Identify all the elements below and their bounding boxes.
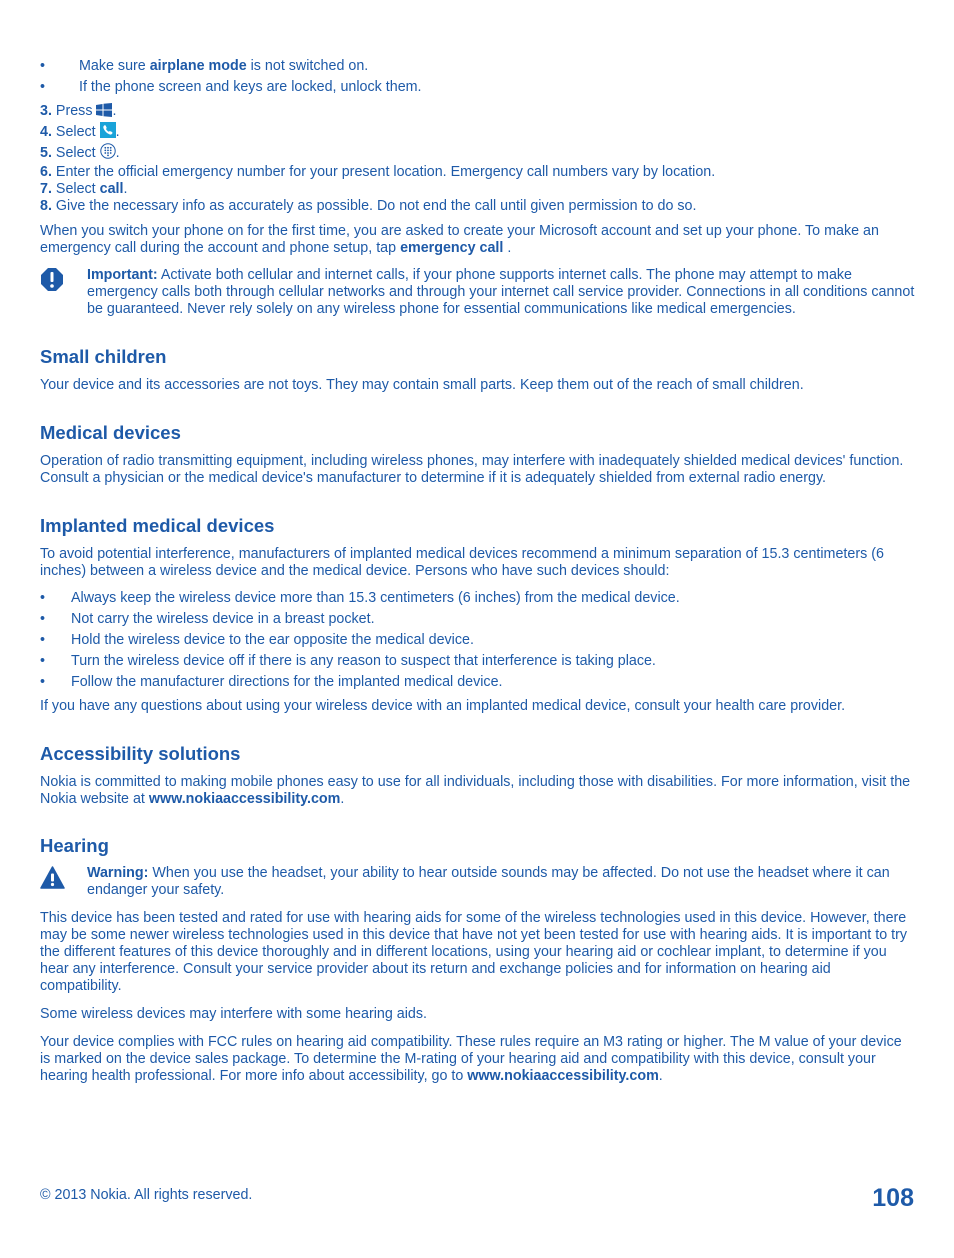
list-item: • Hold the wireless device to the ear opposite the medical device.	[40, 632, 915, 649]
copyright-footer: © 2013 Nokia. All rights reserved.	[40, 1187, 253, 1203]
section-title-hearing: Hearing	[40, 835, 109, 856]
list-item: • Turn the wireless device off if there is any reason to suspect that interference is taking place.	[40, 653, 915, 670]
accessibility-link[interactable]: www.nokiaaccessibility.com	[148, 791, 341, 807]
important-exclamation-icon	[40, 267, 64, 298]
step-3: 3. Press .	[40, 103, 915, 122]
prep-bullet-list	[40, 58, 915, 96]
section-title-medical-devices: Medical devices	[40, 422, 181, 443]
warning-note: Warning: When you use the headset, your ability to hear outside sounds may be affected. Do not use the headset where it can endanger your safety.	[40, 865, 915, 899]
airplane-mode-label: airplane mode	[149, 58, 247, 74]
page-number: 108	[872, 1184, 914, 1212]
accessibility-text: Nokia is committed to making mobile phones easy to use for all individuals, including those with disabilities. For more information, visit the Nokia website at www.nokiaaccessibility.com.	[40, 774, 911, 807]
section-title-accessibility-solutions: Accessibility solutions	[40, 743, 241, 764]
medical-devices-text: Operation of radio transmitting equipment, including wireless phones, may interfere with inadequately shielded medical devices' function. Consult a physician or the medical device's manufacturer to determine if it is adequately shielded from external radio energy.	[40, 453, 904, 486]
step-7: 7. Select call.	[40, 181, 128, 197]
step-4: 4. Select .	[40, 122, 915, 143]
step-6: 6. Enter the official emergency number for your present location. Emergency call numbers vary by location.	[40, 164, 716, 180]
first-time-paragraph: When you switch your phone on for the first time, you are asked to create your Microsoft account and set up your phone. To make an emergency call during the account and phone setup, tap emergency call .	[40, 223, 879, 256]
small-children-text: Your device and its accessories are not toys. They may contain small parts. Keep them out of the reach of small children.	[40, 377, 804, 393]
step-5: 5. Select .	[40, 143, 915, 164]
hearing-accessibility-link[interactable]: www.nokiaaccessibility.com	[467, 1068, 659, 1084]
implanted-intro: To avoid potential interference, manufacturers of implanted medical devices recommend a minimum separation of 15.3 centimeters (6 inches) between a wireless device and the medical device. Persons who have such devices should:	[40, 546, 884, 579]
dialpad-icon	[100, 143, 116, 164]
hearing-paragraph-2: Some wireless devices may interfere with some hearing aids.	[40, 1006, 427, 1022]
implanted-outro: If you have any questions about using your wireless device with an implanted medical device, consult your health care provider.	[40, 698, 846, 714]
emergency-call-steps	[40, 103, 915, 215]
section-title-small-children: Small children	[40, 346, 167, 367]
warning-label: Warning:	[87, 865, 149, 881]
warning-triangle-icon	[40, 866, 65, 894]
section-title-implanted-medical-devices: Implanted medical devices	[40, 515, 275, 536]
phone-tile-icon	[100, 122, 116, 143]
list-item: • Make sure airplane mode is not switched on.	[40, 58, 915, 75]
step-8: 8. Give the necessary info as accurately as possible. Do not end the call until given permission to do so.	[40, 198, 697, 214]
implanted-bullet-list	[40, 590, 915, 691]
list-item: • Always keep the wireless device more than 15.3 centimeters (6 inches) from the medical device.	[40, 590, 915, 607]
important-label: Important:	[87, 267, 158, 283]
page-content	[40, 58, 915, 1085]
list-item: • Not carry the wireless device in a breast pocket.	[40, 611, 915, 628]
windows-start-icon	[96, 103, 112, 122]
hearing-paragraph-3: Your device complies with FCC rules on hearing aid compatibility. These rules require an M3 rating or higher. The M value of your device is marked on the device sales package. To determine the M-rating of your hearing aid and compatibility with this device, consult your hearing health professional. For more info about accessibility, go to www.nokiaaccessibility.com.	[40, 1034, 902, 1084]
list-item: • If the phone screen and keys are locked, unlock them.	[40, 79, 915, 96]
hearing-paragraph-1: This device has been tested and rated for use with hearing aids for some of the wireless technologies used in this device. However, there may be some newer wireless technologies used in this device that have not yet been tested for use with hearing aids. It is important to try the different features of this device thoroughly and in different locations, using your hearing aid or cochlear implant, to determine if you hear any interference. Consult your service provider about its return and exchange policies and for information on hearing aid compatibility.	[40, 910, 908, 994]
important-note: Important: Activate both cellular and internet calls, if your phone supports internet calls. The phone may attempt to make emergency calls both through cellular networks and through your internet call service provider. Connections in all conditions cannot be guaranteed. Never rely solely on any wireless phone for essential communications like medical emergencies.	[40, 267, 915, 318]
list-item: • Follow the manufacturer directions for the implanted medical device.	[40, 674, 915, 691]
